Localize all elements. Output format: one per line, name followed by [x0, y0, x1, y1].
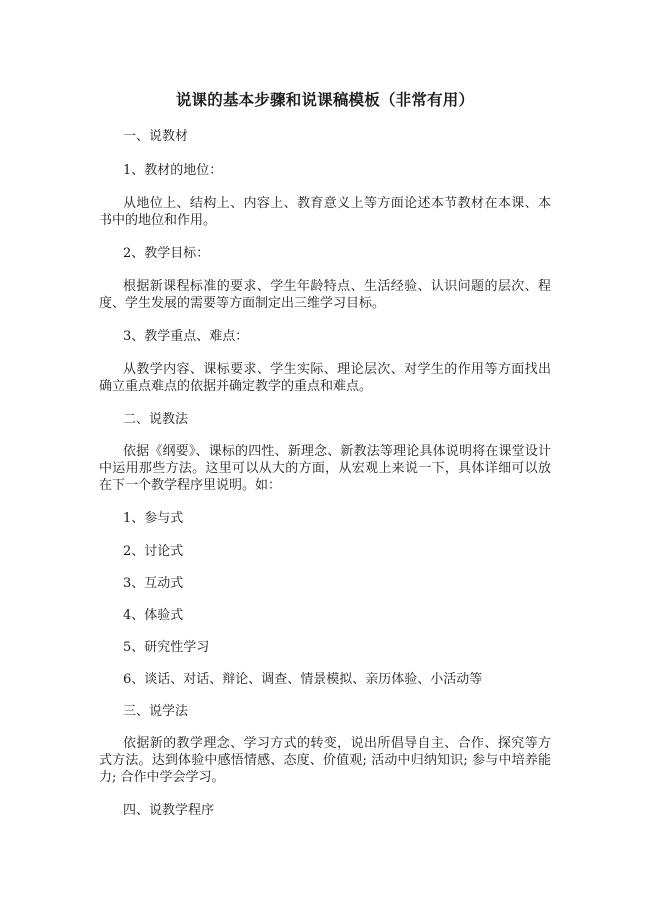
- paragraph-key-points: 从教学内容、课标要求、学生实际、理论层次、对学生的作用等方面找出确立重点难点的依据并确定教学的重点和难点。: [99, 362, 551, 394]
- subheading-material-position: 1、教材的地位：: [123, 163, 223, 178]
- list-item-discussion: 2、讨论式: [123, 544, 184, 559]
- document-title: 说课的基本步骤和说课稿模板（非常有用）: [175, 91, 475, 109]
- subheading-teaching-goals: 2、教学目标：: [123, 246, 210, 261]
- list-item-interactive: 3、互动式: [123, 576, 184, 591]
- list-item-research-learning: 5、研究性学习: [123, 640, 210, 655]
- section-heading-teaching-procedure: 四、说教学程序: [123, 803, 215, 818]
- paragraph-material-position: 从地位上、结构上、内容上、教育意义上等方面论述本节教材在本课、本书中的地位和作用。: [99, 196, 551, 228]
- section-heading-learning-method: 三、说学法: [123, 704, 189, 719]
- paragraph-learning-method: 依据新的教学理念、学习方式的转变，说出所倡导自主、合作、探究等方式方法。达到体验中感悟情感、态度、价值观; 活动中归纳知识; 参与中培养能力; 合作中学会学习。: [99, 736, 551, 785]
- list-item-experiential: 4、体验式: [123, 608, 184, 623]
- section-heading-teaching-method: 二、说教法: [123, 412, 189, 427]
- list-item-activities: 6、谈话、对话、辩论、调查、情景模拟、亲历体验、小活动等: [123, 672, 483, 687]
- paragraph-teaching-method: 依据《纲要》、课标的四性、新理念、新教法等理论具体说明将在课堂设计中运用那些方法。这里可以从大的方面，从宏观上来说一下，具体详细可以放在下一个教学程序里说明。如：: [99, 444, 551, 493]
- paragraph-teaching-goals: 根据新课程标准的要求、学生年龄特点、生活经验、认识问题的层次、程度、学生发展的需要等方面制定出三维学习目标。: [99, 279, 551, 311]
- list-item-participatory: 1、参与式: [123, 511, 184, 526]
- subheading-key-points: 3、教学重点、难点：: [123, 329, 249, 344]
- section-heading-teaching-material: 一、说教材: [123, 129, 189, 144]
